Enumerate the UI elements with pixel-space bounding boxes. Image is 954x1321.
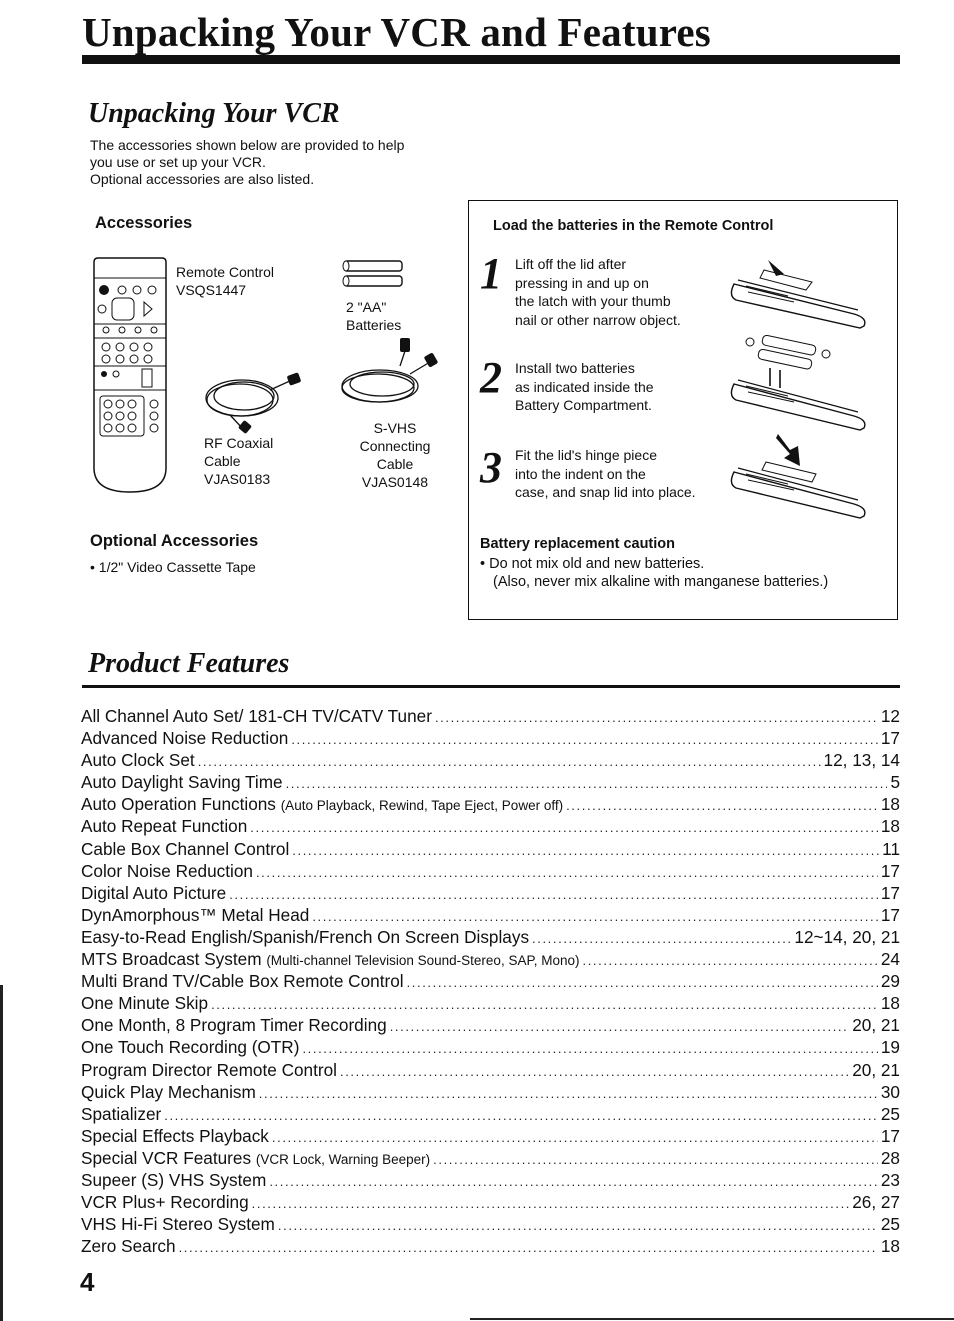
- feature-name: Color Noise Reduction: [81, 860, 253, 881]
- feature-note: (Multi-channel Television Sound-Stereo, SAP, Mono): [266, 953, 580, 969]
- feature-name: Spatializer: [81, 1103, 162, 1124]
- remote-part-number: VSQS1447: [176, 282, 247, 298]
- features-list: [81, 706, 900, 1258]
- step-line: the latch with your thumb: [515, 293, 671, 309]
- leader-dots: [566, 798, 878, 813]
- leader-dots: [278, 1218, 878, 1233]
- feature-pages: 18: [880, 794, 900, 815]
- feature-pages: 29: [880, 971, 900, 992]
- feature-row: [81, 1148, 900, 1170]
- feature-row: [81, 772, 900, 794]
- feature-row: [81, 993, 900, 1015]
- batteries-count: 2 "AA": [346, 299, 387, 315]
- aa-batteries-icon: [340, 259, 406, 289]
- svhs-cable-label: S-VHS: [373, 420, 417, 436]
- feature-pages: 12: [880, 706, 900, 726]
- step-text: [515, 359, 654, 415]
- batteries-label: Batteries: [346, 317, 402, 333]
- feature-note: (Auto Playback, Rewind, Tape Eject, Power off): [280, 798, 564, 814]
- feature-row: [81, 971, 900, 993]
- leader-dots: [291, 732, 878, 747]
- feature-name: Cable Box Channel Control: [81, 838, 290, 859]
- feature-name: Digital Auto Picture: [81, 882, 227, 903]
- step-text: [515, 446, 696, 502]
- close-lid-icon: [728, 432, 878, 524]
- feature-name: Auto Daylight Saving Time: [81, 772, 283, 793]
- feature-pages: 17: [880, 882, 900, 903]
- leader-dots: [229, 887, 878, 902]
- rf-cable-label: RF Coaxial: [204, 435, 274, 451]
- feature-pages: 12, 13, 14: [823, 750, 900, 771]
- leader-dots: [179, 1240, 878, 1255]
- battery-caution-line: • Do not mix old and new batteries.: [480, 556, 705, 572]
- feature-row: [81, 1015, 900, 1037]
- feature-pages: 28: [880, 1147, 900, 1168]
- leader-dots: [198, 754, 821, 769]
- feature-row: [81, 839, 900, 861]
- feature-pages: 26, 27: [852, 1192, 900, 1213]
- leader-dots: [390, 1019, 850, 1034]
- title-rule: [82, 55, 900, 64]
- step-line: pressing in and up on: [515, 274, 649, 291]
- battery-box-heading: Load the batteries in the Remote Control: [493, 218, 774, 234]
- leader-dots: [286, 776, 888, 791]
- leader-dots: [435, 710, 878, 725]
- feature-pages: 5: [890, 772, 900, 793]
- feature-row: [81, 1192, 900, 1214]
- feature-row: [81, 728, 900, 750]
- feature-pages: 20, 21: [852, 1015, 900, 1036]
- accessories-heading: Accessories: [95, 214, 193, 232]
- leader-dots: [302, 1041, 877, 1056]
- leader-dots: [269, 1174, 878, 1189]
- features-heading: Product Features: [88, 648, 290, 679]
- leader-dots: [272, 1130, 878, 1145]
- leader-dots: [340, 1064, 849, 1079]
- page-title: Unpacking Your VCR and Features: [82, 9, 711, 55]
- svhs-cable-caption: [352, 419, 438, 491]
- feature-row: [81, 816, 900, 838]
- step-line: Fit the lid's hinge piece: [515, 447, 657, 463]
- intro-line: you use or set up your VCR.: [90, 154, 266, 170]
- feature-pages: 23: [880, 1169, 900, 1190]
- remote-lid-open-icon: [728, 256, 878, 332]
- feature-pages: 12~14, 20, 21: [794, 926, 900, 947]
- feature-pages: 18: [880, 993, 900, 1014]
- step-line: Lift off the lid after: [515, 256, 627, 272]
- feature-pages: 30: [880, 1081, 900, 1102]
- rf-cable-label: Cable: [204, 453, 241, 469]
- leader-dots: [211, 997, 878, 1012]
- feature-pages: 17: [880, 904, 900, 925]
- batteries-caption: [346, 298, 401, 334]
- feature-name: MTS Broadcast System: [81, 949, 262, 970]
- feature-name: DynAmorphous™ Metal Head: [81, 904, 310, 925]
- feature-name: VHS Hi-Fi Stereo System: [81, 1214, 275, 1235]
- feature-row: [81, 1082, 900, 1104]
- feature-name: All Channel Auto Set/ 181-CH TV/CATV Tuner: [81, 706, 432, 726]
- leader-dots: [256, 865, 878, 880]
- feature-name: One Minute Skip: [81, 993, 209, 1014]
- install-batteries-icon: [728, 326, 878, 438]
- leader-dots: [312, 909, 878, 924]
- feature-row: [81, 1037, 900, 1059]
- feature-name: Advanced Noise Reduction: [81, 728, 289, 749]
- optional-accessories-heading: Optional Accessories: [90, 532, 259, 550]
- remote-control-icon: [92, 256, 168, 496]
- intro-line: The accessories shown below are provided to help: [90, 137, 405, 153]
- leader-dots: [259, 1086, 878, 1101]
- feature-name: One Month, 8 Program Timer Recording: [81, 1015, 387, 1036]
- feature-name: Easy-to-Read English/Spanish/French On Screen Displays: [81, 926, 530, 947]
- feature-name: Special VCR Features: [81, 1147, 252, 1168]
- step-text: [515, 255, 681, 329]
- feature-name: Auto Clock Set: [81, 750, 195, 771]
- feature-name: Multi Brand TV/Cable Box Remote Control: [81, 971, 404, 992]
- unpacking-heading: Unpacking Your VCR: [88, 98, 340, 129]
- features-rule: [82, 685, 900, 688]
- feature-row: [81, 861, 900, 883]
- step-line: nail or other narrow object.: [515, 311, 681, 328]
- leader-dots: [407, 975, 878, 990]
- feature-name: Auto Repeat Function: [81, 816, 248, 837]
- feature-note: (VCR Lock, Warning Beeper): [255, 1151, 431, 1167]
- feature-name: Auto Operation Functions: [81, 794, 276, 815]
- feature-row: [81, 706, 900, 728]
- intro-text: [90, 137, 490, 188]
- feature-row: [81, 1214, 900, 1236]
- optional-item: • 1/2" Video Cassette Tape: [90, 559, 256, 575]
- rf-cable-caption: [204, 434, 273, 488]
- battery-caution-heading: Battery replacement caution: [480, 536, 676, 552]
- coaxial-cable-icon: [200, 360, 302, 432]
- scan-edge: [0, 985, 3, 1321]
- feature-row: [81, 1236, 900, 1258]
- battery-caution-line: (Also, never mix alkaline with manganese batteries.): [493, 574, 829, 590]
- rf-cable-part-number: VJAS0183: [204, 471, 271, 487]
- bottom-rule: [470, 1318, 954, 1320]
- feature-row: [81, 1104, 900, 1126]
- svhs-cable-part-number: VJAS0148: [361, 474, 429, 490]
- feature-name: One Touch Recording (OTR): [81, 1037, 300, 1058]
- feature-row: [81, 794, 900, 816]
- leader-dots: [252, 1196, 850, 1211]
- page-number: 4: [80, 1267, 95, 1297]
- svhs-cable-label: Cable: [376, 456, 414, 472]
- feature-row: [81, 750, 900, 772]
- feature-pages: 25: [880, 1103, 900, 1124]
- feature-row: [81, 1170, 900, 1192]
- step-number: 2: [480, 353, 502, 402]
- remote-caption: [176, 263, 274, 299]
- feature-pages: 17: [880, 728, 900, 749]
- step-line: as indicated inside the: [515, 378, 654, 395]
- leader-dots: [250, 820, 878, 835]
- svhs-cable-icon: [334, 336, 438, 416]
- leader-dots: [164, 1108, 878, 1123]
- leader-dots: [292, 843, 879, 858]
- step-number: 1: [480, 249, 502, 298]
- feature-name: Supeer (S) VHS System: [81, 1169, 267, 1190]
- step-line: Install two batteries: [515, 360, 635, 376]
- feature-pages: 18: [880, 1236, 900, 1257]
- feature-name: Special Effects Playback: [81, 1125, 269, 1146]
- feature-row: [81, 1060, 900, 1082]
- feature-pages: 18: [880, 816, 900, 837]
- svhs-cable-label: Connecting: [359, 438, 431, 454]
- step-number: 3: [480, 443, 502, 492]
- feature-pages: 17: [880, 860, 900, 881]
- feature-name: Quick Play Mechanism: [81, 1081, 256, 1102]
- feature-pages: 25: [880, 1214, 900, 1235]
- step-line: case, and snap lid into place.: [515, 484, 696, 500]
- feature-name: Program Director Remote Control: [81, 1059, 337, 1080]
- feature-row: [81, 949, 900, 971]
- feature-pages: 11: [882, 838, 900, 859]
- step-line: Battery Compartment.: [515, 397, 652, 413]
- feature-pages: 17: [880, 1125, 900, 1146]
- feature-row: [81, 1126, 900, 1148]
- feature-row: [81, 905, 900, 927]
- leader-dots: [532, 931, 791, 946]
- feature-row: [81, 883, 900, 905]
- feature-name: VCR Plus+ Recording: [81, 1192, 249, 1213]
- feature-row: [81, 927, 900, 949]
- leader-dots: [582, 953, 877, 968]
- step-line: into the indent on the: [515, 465, 646, 482]
- remote-label: Remote Control: [176, 264, 275, 280]
- feature-pages: 24: [880, 949, 900, 970]
- feature-pages: 19: [880, 1037, 900, 1058]
- leader-dots: [433, 1152, 878, 1167]
- feature-name: Zero Search: [81, 1236, 176, 1257]
- intro-line: Optional accessories are also listed.: [90, 171, 315, 187]
- feature-pages: 20, 21: [852, 1059, 900, 1080]
